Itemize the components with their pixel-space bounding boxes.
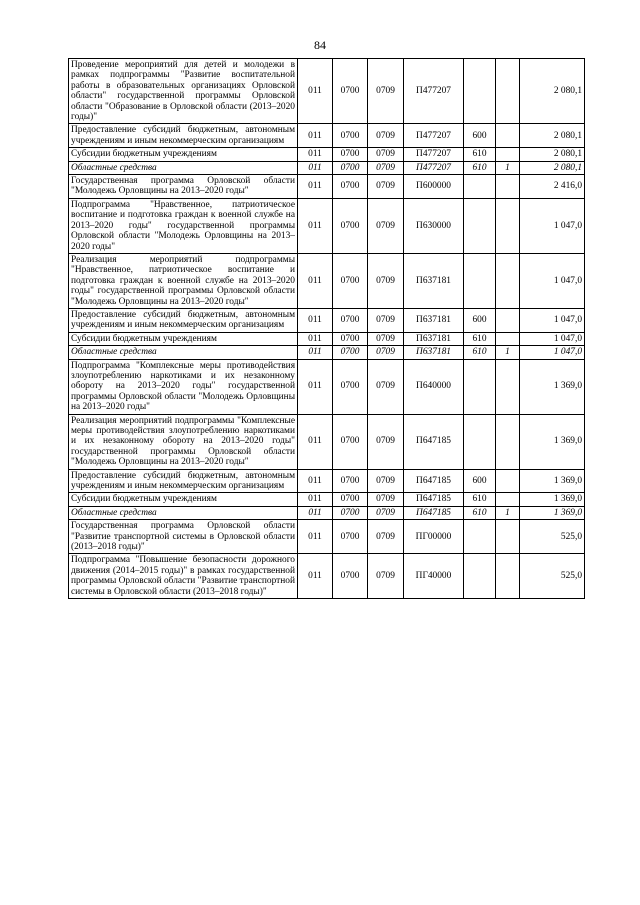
expense-type-cell: 610 (464, 148, 496, 161)
amount-cell: 1 047,0 (520, 332, 585, 345)
row-name-cell: Субсидии бюджетным учреждениям (69, 148, 298, 161)
target-article-cell: ПГ00000 (404, 520, 464, 554)
grbs-code-cell: 011 (298, 124, 333, 148)
subsection-code-cell: 0709 (368, 359, 404, 414)
expense-type-cell: 610 (464, 332, 496, 345)
subsection-code-cell: 0709 (368, 332, 404, 345)
expense-type-cell (464, 554, 496, 599)
row-name-cell: Областные средства (69, 506, 298, 519)
row-name-cell: Субсидии бюджетным учреждениям (69, 332, 298, 345)
table-row (69, 332, 585, 345)
subsection-code-cell: 0709 (368, 175, 404, 199)
grbs-code-cell: 011 (298, 359, 333, 414)
grbs-code-cell: 011 (298, 346, 333, 359)
funding-source-cell (496, 124, 520, 148)
funding-source-cell (496, 332, 520, 345)
expense-type-cell: 610 (464, 493, 496, 506)
amount-cell: 2 416,0 (520, 175, 585, 199)
row-name-cell: Подпрограмма "Повышение безопасности дорожного движения (2014–2015 годы)" в рамках государственной программы Орловской области "Развитие транспортной системы в Орловской области (2013–2018 годы)" (69, 554, 298, 599)
table-row (69, 308, 585, 332)
expense-type-cell (464, 59, 496, 124)
funding-source-cell (496, 554, 520, 599)
page-number: 84 (314, 38, 326, 52)
subsection-code-cell: 0709 (368, 554, 404, 599)
subsection-code-cell: 0709 (368, 414, 404, 469)
grbs-code-cell: 011 (298, 469, 333, 493)
amount-cell: 1 369,0 (520, 493, 585, 506)
section-code-cell: 0700 (333, 198, 368, 253)
row-name-cell: Предоставление субсидий бюджетным, автономным учреждениям и иным некоммерческим организациям (69, 469, 298, 493)
funding-source-cell (496, 493, 520, 506)
table-row (69, 414, 585, 469)
grbs-code-cell: 011 (298, 520, 333, 554)
amount-cell: 525,0 (520, 520, 585, 554)
section-code-cell: 0700 (333, 506, 368, 519)
row-name-cell: Субсидии бюджетным учреждениям (69, 493, 298, 506)
amount-cell: 2 080,1 (520, 161, 585, 174)
target-article-cell: П647185 (404, 469, 464, 493)
subsection-code-cell: 0709 (368, 124, 404, 148)
section-code-cell: 0700 (333, 414, 368, 469)
amount-cell: 1 047,0 (520, 198, 585, 253)
subsection-code-cell: 0709 (368, 148, 404, 161)
row-name-cell: Предоставление субсидий бюджетным, автономным учреждениям и иным некоммерческим организациям (69, 124, 298, 148)
target-article-cell: П630000 (404, 198, 464, 253)
row-name-cell: Реализация мероприятий подпрограммы "Нравственное, патриотическое воспитание и подготовка граждан к военной службе на 2013–2020 годы" государственной программы Орловской области "Молодежь Орловщины на 2013–2020 годы" (69, 253, 298, 308)
table-row (69, 469, 585, 493)
amount-cell: 1 047,0 (520, 346, 585, 359)
table-row (69, 520, 585, 554)
section-code-cell: 0700 (333, 161, 368, 174)
grbs-code-cell: 011 (298, 59, 333, 124)
amount-cell: 1 369,0 (520, 506, 585, 519)
table-row (69, 198, 585, 253)
section-code-cell: 0700 (333, 554, 368, 599)
section-code-cell: 0700 (333, 124, 368, 148)
amount-cell: 1 369,0 (520, 469, 585, 493)
funding-source-cell (496, 253, 520, 308)
subsection-code-cell: 0709 (368, 161, 404, 174)
expense-type-cell: 610 (464, 506, 496, 519)
budget-table (68, 58, 585, 599)
table-row (69, 161, 585, 174)
table-row (69, 493, 585, 506)
expense-type-cell: 600 (464, 469, 496, 493)
subsection-code-cell: 0709 (368, 253, 404, 308)
row-name-cell: Областные средства (69, 346, 298, 359)
funding-source-cell: 1 (496, 506, 520, 519)
row-name-cell: Областные средства (69, 161, 298, 174)
funding-source-cell (496, 469, 520, 493)
funding-source-cell (496, 148, 520, 161)
funding-source-cell (496, 175, 520, 199)
grbs-code-cell: 011 (298, 175, 333, 199)
grbs-code-cell: 011 (298, 198, 333, 253)
expense-type-cell (464, 198, 496, 253)
section-code-cell: 0700 (333, 493, 368, 506)
expense-type-cell (464, 359, 496, 414)
subsection-code-cell: 0709 (368, 59, 404, 124)
table-row (69, 554, 585, 599)
expense-type-cell: 610 (464, 346, 496, 359)
grbs-code-cell: 011 (298, 308, 333, 332)
grbs-code-cell: 011 (298, 506, 333, 519)
table-row (69, 346, 585, 359)
table-row (69, 148, 585, 161)
target-article-cell: ПГ40000 (404, 554, 464, 599)
target-article-cell: П647185 (404, 493, 464, 506)
row-name-cell: Подпрограмма "Нравственное, патриотическое воспитание и подготовка граждан к военной службе на 2013–2020 годы" государственной программы Орловской области "Молодежь Орловщины на 2013–2020 годы" (69, 198, 298, 253)
funding-source-cell (496, 59, 520, 124)
section-code-cell: 0700 (333, 520, 368, 554)
amount-cell: 1 369,0 (520, 359, 585, 414)
amount-cell: 2 080,1 (520, 124, 585, 148)
row-name-cell: Подпрограмма "Комплексные меры противодействия злоупотреблению наркотиками и их незаконному обороту на 2013–2020 годы" государственной программы Орловской области "Молодежь Орловщины на 2013–2020 годы" (69, 359, 298, 414)
grbs-code-cell: 011 (298, 148, 333, 161)
expense-type-cell: 600 (464, 308, 496, 332)
grbs-code-cell: 011 (298, 161, 333, 174)
target-article-cell: П477207 (404, 59, 464, 124)
row-name-cell: Предоставление субсидий бюджетным, автономным учреждениям и иным некоммерческим организациям (69, 308, 298, 332)
target-article-cell: П637181 (404, 253, 464, 308)
table-row (69, 175, 585, 199)
funding-source-cell (496, 359, 520, 414)
grbs-code-cell: 011 (298, 414, 333, 469)
funding-source-cell (496, 414, 520, 469)
target-article-cell: П477207 (404, 161, 464, 174)
amount-cell: 1 369,0 (520, 414, 585, 469)
expense-type-cell (464, 520, 496, 554)
target-article-cell: П647185 (404, 506, 464, 519)
subsection-code-cell: 0709 (368, 346, 404, 359)
subsection-code-cell: 0709 (368, 308, 404, 332)
subsection-code-cell: 0709 (368, 493, 404, 506)
funding-source-cell: 1 (496, 346, 520, 359)
section-code-cell: 0700 (333, 469, 368, 493)
row-name-cell: Проведение мероприятий для детей и молодежи в рамках подпрограммы "Развитие воспитательной работы в образовательных организациях Орловской области" государственной программы Орловской области "Образование в Орловской области (2013–2020 годы)" (69, 59, 298, 124)
section-code-cell: 0700 (333, 59, 368, 124)
grbs-code-cell: 011 (298, 332, 333, 345)
target-article-cell: П477207 (404, 124, 464, 148)
target-article-cell: П600000 (404, 175, 464, 199)
target-article-cell: П637181 (404, 332, 464, 345)
funding-source-cell: 1 (496, 161, 520, 174)
amount-cell: 2 080,1 (520, 59, 585, 124)
target-article-cell: П637181 (404, 308, 464, 332)
target-article-cell: П637181 (404, 346, 464, 359)
section-code-cell: 0700 (333, 175, 368, 199)
section-code-cell: 0700 (333, 253, 368, 308)
section-code-cell: 0700 (333, 346, 368, 359)
table-row (69, 253, 585, 308)
subsection-code-cell: 0709 (368, 506, 404, 519)
amount-cell: 2 080,1 (520, 148, 585, 161)
grbs-code-cell: 011 (298, 253, 333, 308)
expense-type-cell: 600 (464, 124, 496, 148)
section-code-cell: 0700 (333, 359, 368, 414)
expense-type-cell (464, 175, 496, 199)
section-code-cell: 0700 (333, 308, 368, 332)
table-row (69, 506, 585, 519)
row-name-cell: Государственная программа Орловской области "Развитие транспортной системы в Орловской области (2013–2018 годы)" (69, 520, 298, 554)
subsection-code-cell: 0709 (368, 520, 404, 554)
subsection-code-cell: 0709 (368, 198, 404, 253)
table-row (69, 359, 585, 414)
target-article-cell: П640000 (404, 359, 464, 414)
funding-source-cell (496, 308, 520, 332)
target-article-cell: П477207 (404, 148, 464, 161)
expense-type-cell (464, 253, 496, 308)
subsection-code-cell: 0709 (368, 469, 404, 493)
section-code-cell: 0700 (333, 332, 368, 345)
funding-source-cell (496, 520, 520, 554)
row-name-cell: Реализация мероприятий подпрограммы "Комплексные меры противодействия злоупотреблению наркотиками и их незаконному обороту на 2013–2020 годы" государственной программы Орловской области "Молодежь Орловщины на 2013–2020 годы" (69, 414, 298, 469)
section-code-cell: 0700 (333, 148, 368, 161)
amount-cell: 1 047,0 (520, 253, 585, 308)
expense-type-cell (464, 414, 496, 469)
table-row (69, 124, 585, 148)
row-name-cell: Государственная программа Орловской области "Молодежь Орловщины на 2013–2020 годы" (69, 175, 298, 199)
amount-cell: 1 047,0 (520, 308, 585, 332)
target-article-cell: П647185 (404, 414, 464, 469)
amount-cell: 525,0 (520, 554, 585, 599)
grbs-code-cell: 011 (298, 554, 333, 599)
expense-type-cell: 610 (464, 161, 496, 174)
funding-source-cell (496, 198, 520, 253)
grbs-code-cell: 011 (298, 493, 333, 506)
table-row (69, 59, 585, 124)
budget-table-body (69, 59, 585, 599)
